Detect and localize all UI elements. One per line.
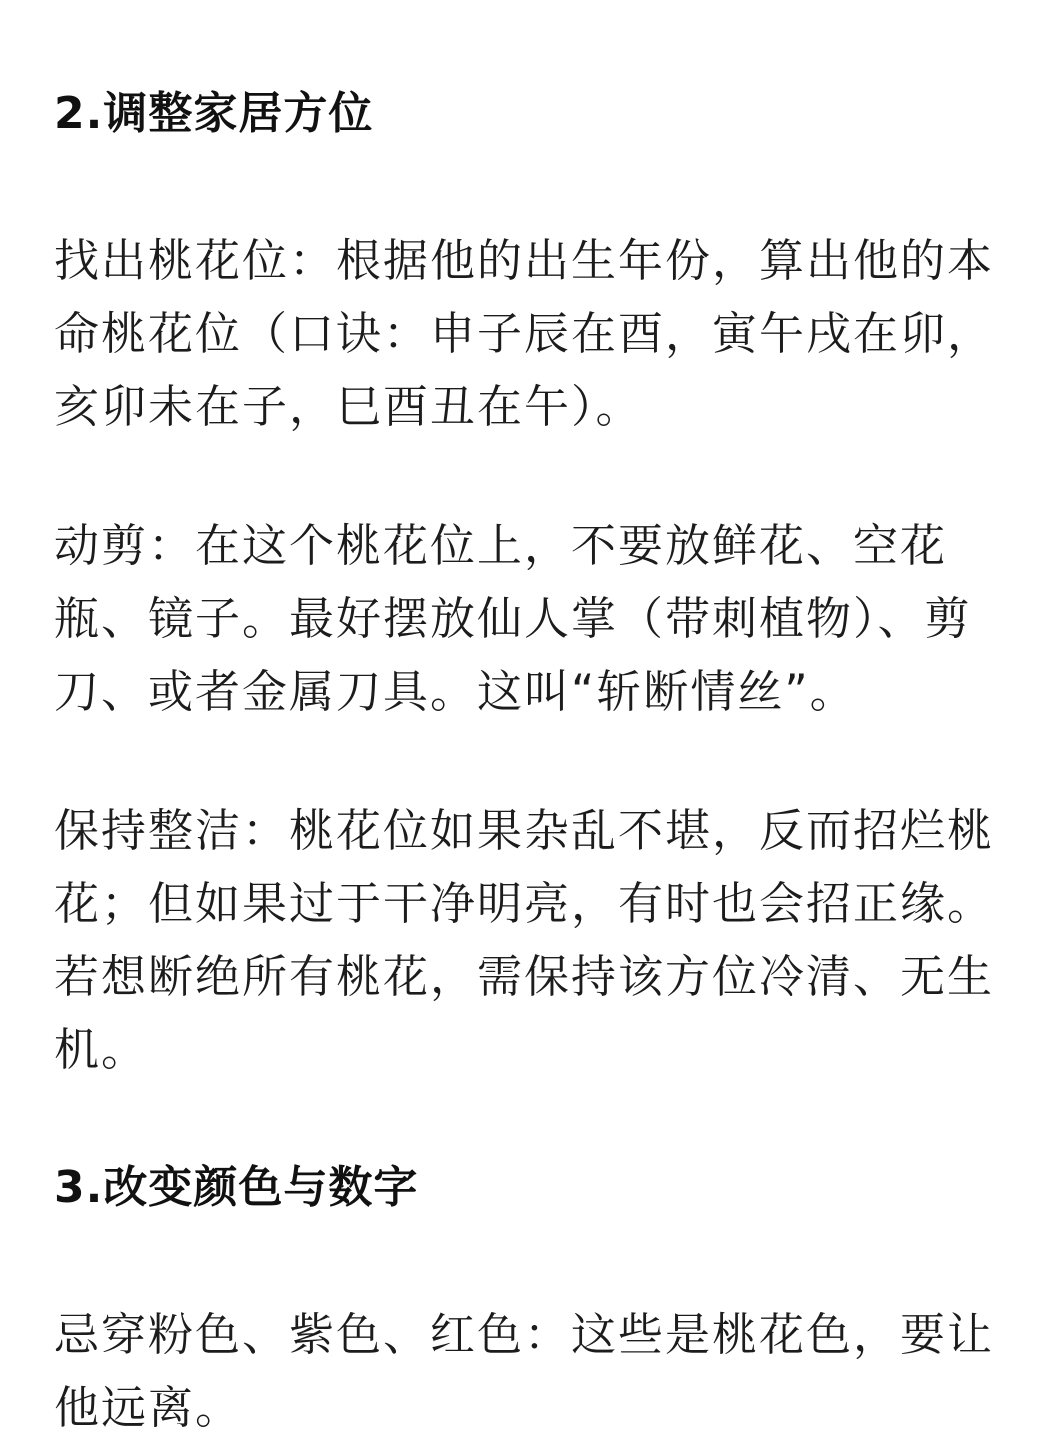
section-2-heading: 2.调整家居方位: [54, 88, 374, 139]
avoid-colors-paragraph: 忌穿粉色、紫色、红色：这些是桃花色，要让他远离。: [54, 1308, 995, 1434]
section-3-heading: 3.改变颜色与数字: [54, 1162, 419, 1213]
scissors-paragraph: 动剪：在这个桃花位上，不要放鲜花、空花瓶、镜子。最好摆放仙人掌（带刺植物）、剪刀、或者金属刀具。这叫“斩断情丝”。: [54, 519, 972, 718]
peach-position-paragraph: 找出桃花位：根据他的出生年份，算出他的本命桃花位（口诀：申子辰在酉，寅午戌在卯，亥卯未在子，巳酉丑在午）。: [54, 234, 995, 433]
keep-tidy-paragraph: 保持整洁：桃花位如果杂乱不堪，反而招烂桃花；但如果过于干净明亮，有时也会招正缘。若想断绝所有桃花，需保持该方位冷清、无生机。: [54, 804, 995, 1076]
